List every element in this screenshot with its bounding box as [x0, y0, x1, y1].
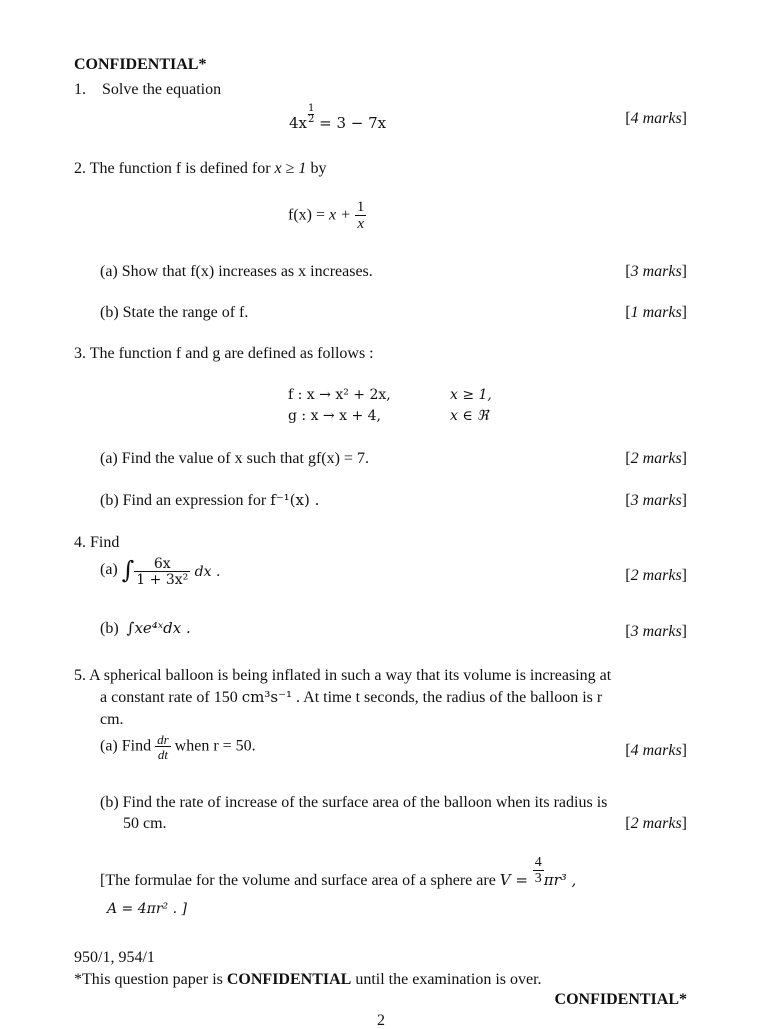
- q5a-line: [100, 733, 256, 761]
- q5-rate-unit: cm³s⁻¹: [241, 688, 293, 706]
- q5b-marks-value: 2 marks: [630, 815, 682, 832]
- q2-fraction: [355, 200, 367, 232]
- q2a-marks: [3 marks]: [625, 263, 687, 280]
- footer-note-b: until the examination is over.: [351, 971, 542, 988]
- q1-exp-num: 1: [308, 103, 315, 114]
- q1-marks-value: 4 marks: [630, 110, 682, 127]
- q5b-line2: 50 cm.: [123, 815, 167, 832]
- q4a-marks: [2 marks]: [625, 567, 687, 584]
- q5a-when: when r = 50.: [170, 737, 256, 755]
- q5-formula-v-rest: πr³ ,: [543, 870, 577, 889]
- q3-g-definition: g : x → x + 4,: [288, 408, 381, 424]
- q5-line2-a: a constant rate of 150: [100, 689, 242, 706]
- q5-line2-b: . At time t seconds, the radius of the balloon is r: [292, 689, 603, 706]
- footer-note: [74, 972, 542, 988]
- q2-text-b: by: [306, 160, 327, 177]
- q1-number: 1.: [74, 81, 86, 98]
- q1-marks: [4 marks]: [625, 110, 687, 127]
- q4a-marks-value: 2 marks: [630, 567, 682, 584]
- q5-formula-a: A = 4πr² . ]: [107, 901, 187, 917]
- q3-f-condition: x ≥ 1,: [450, 387, 492, 403]
- q1-exp-den: 2: [308, 114, 315, 125]
- q2-frac-num: 1: [356, 199, 365, 215]
- q2b-marks: [1 marks]: [625, 304, 687, 321]
- q5-formula-v-den: 3: [534, 871, 542, 886]
- q4a-dx: dx .: [190, 564, 221, 580]
- q2a-marks-value: 3 marks: [630, 263, 682, 280]
- footer-note-a: *This question paper is: [74, 971, 227, 988]
- q2-fx-x: x +: [329, 206, 355, 224]
- q4b-marks-value: 3 marks: [630, 623, 682, 640]
- q3b-expression: f⁻¹(x) .: [270, 491, 320, 509]
- q2a-text: (a) Show that f(x) increases as x increases.: [100, 263, 373, 280]
- q3-g-condition: x ∈ ℜ: [450, 408, 489, 424]
- q4b-label: (b): [100, 620, 119, 637]
- q3b-text: (b) Find an expression for: [100, 492, 271, 509]
- q5-line2: [100, 690, 602, 706]
- q4a-fraction: [134, 557, 190, 587]
- q4a-den: 1 + 3x²: [136, 572, 189, 589]
- q5a-num: dr: [157, 732, 169, 747]
- q4b-expression: ∫xe⁴ˣdx .: [126, 619, 191, 637]
- q5-line1: 5. A spherical balloon is being inflated in such a way that its volume is increasing at: [74, 667, 612, 684]
- q3a-marks-value: 2 marks: [630, 450, 682, 467]
- q1-eq-rhs: = 3 − 7x: [314, 114, 387, 132]
- q2-text-a: 2. The function f is defined for: [74, 160, 275, 177]
- footer-code: 950/1, 954/1: [74, 949, 155, 966]
- header-confidential: CONFIDENTIAL*: [74, 56, 207, 73]
- q1-line: [74, 82, 221, 98]
- q2-condition: x ≥ 1: [274, 160, 307, 177]
- q3a-text: (a) Find the value of x such that gf(x) = 7.: [100, 450, 369, 467]
- q3b-marks-value: 3 marks: [630, 492, 682, 509]
- q1-text: Solve the equation: [102, 81, 222, 98]
- q2-frac-den: x: [355, 215, 367, 232]
- q1-equation: [289, 103, 387, 132]
- q5a-marks: [4 marks]: [625, 742, 687, 759]
- q5-formula-v-num: 4: [534, 855, 542, 870]
- q2-fx-lhs: f(x) =: [288, 206, 330, 224]
- q2-function: [288, 200, 366, 232]
- q2-line: [74, 161, 326, 177]
- q4-text: 4. Find: [74, 534, 120, 551]
- q5a-fraction: [155, 733, 171, 761]
- q5a-den: dt: [155, 746, 171, 761]
- q5-formula-text: [The formulae for the volume and surface area of a sphere are: [100, 871, 500, 889]
- q5a-find: (a) Find: [100, 737, 156, 755]
- q4a-num: 6x: [153, 556, 171, 573]
- q3b-line: [100, 493, 319, 509]
- q3-f-definition: f : x → x² + 2x,: [288, 387, 391, 403]
- q5b-line1: (b) Find the rate of increase of the surface area of the balloon when its radius is: [100, 794, 608, 811]
- q5a-marks-value: 4 marks: [630, 742, 682, 759]
- q3-text: 3. The function f and g are defined as follows :: [74, 345, 374, 362]
- q2b-text: (b) State the range of f.: [100, 304, 249, 321]
- q4a-label: (a): [100, 561, 118, 578]
- footer-confidential: CONFIDENTIAL*: [554, 991, 687, 1008]
- footer-note-bold: CONFIDENTIAL: [226, 971, 352, 988]
- q3a-marks: [2 marks]: [625, 450, 687, 467]
- q4b-line: [100, 621, 191, 637]
- q4b-marks: [3 marks]: [625, 623, 687, 640]
- integral-sign-icon: ∫: [121, 556, 135, 584]
- q3b-marks: [3 marks]: [625, 492, 687, 509]
- q5-formula-line: [100, 855, 577, 889]
- q5-formula-a-line: [107, 901, 187, 917]
- q5-formula-v: V =: [499, 870, 533, 889]
- q5b-marks: [2 marks]: [625, 815, 687, 832]
- q1-eq-coef: 4x: [289, 114, 308, 132]
- q4a-integral: [100, 556, 220, 587]
- q5-line3: cm.: [100, 711, 124, 728]
- q5-formula-v-fraction: [533, 856, 544, 886]
- q2b-marks-value: 1 marks: [630, 304, 682, 321]
- page-number: 2: [377, 1012, 385, 1029]
